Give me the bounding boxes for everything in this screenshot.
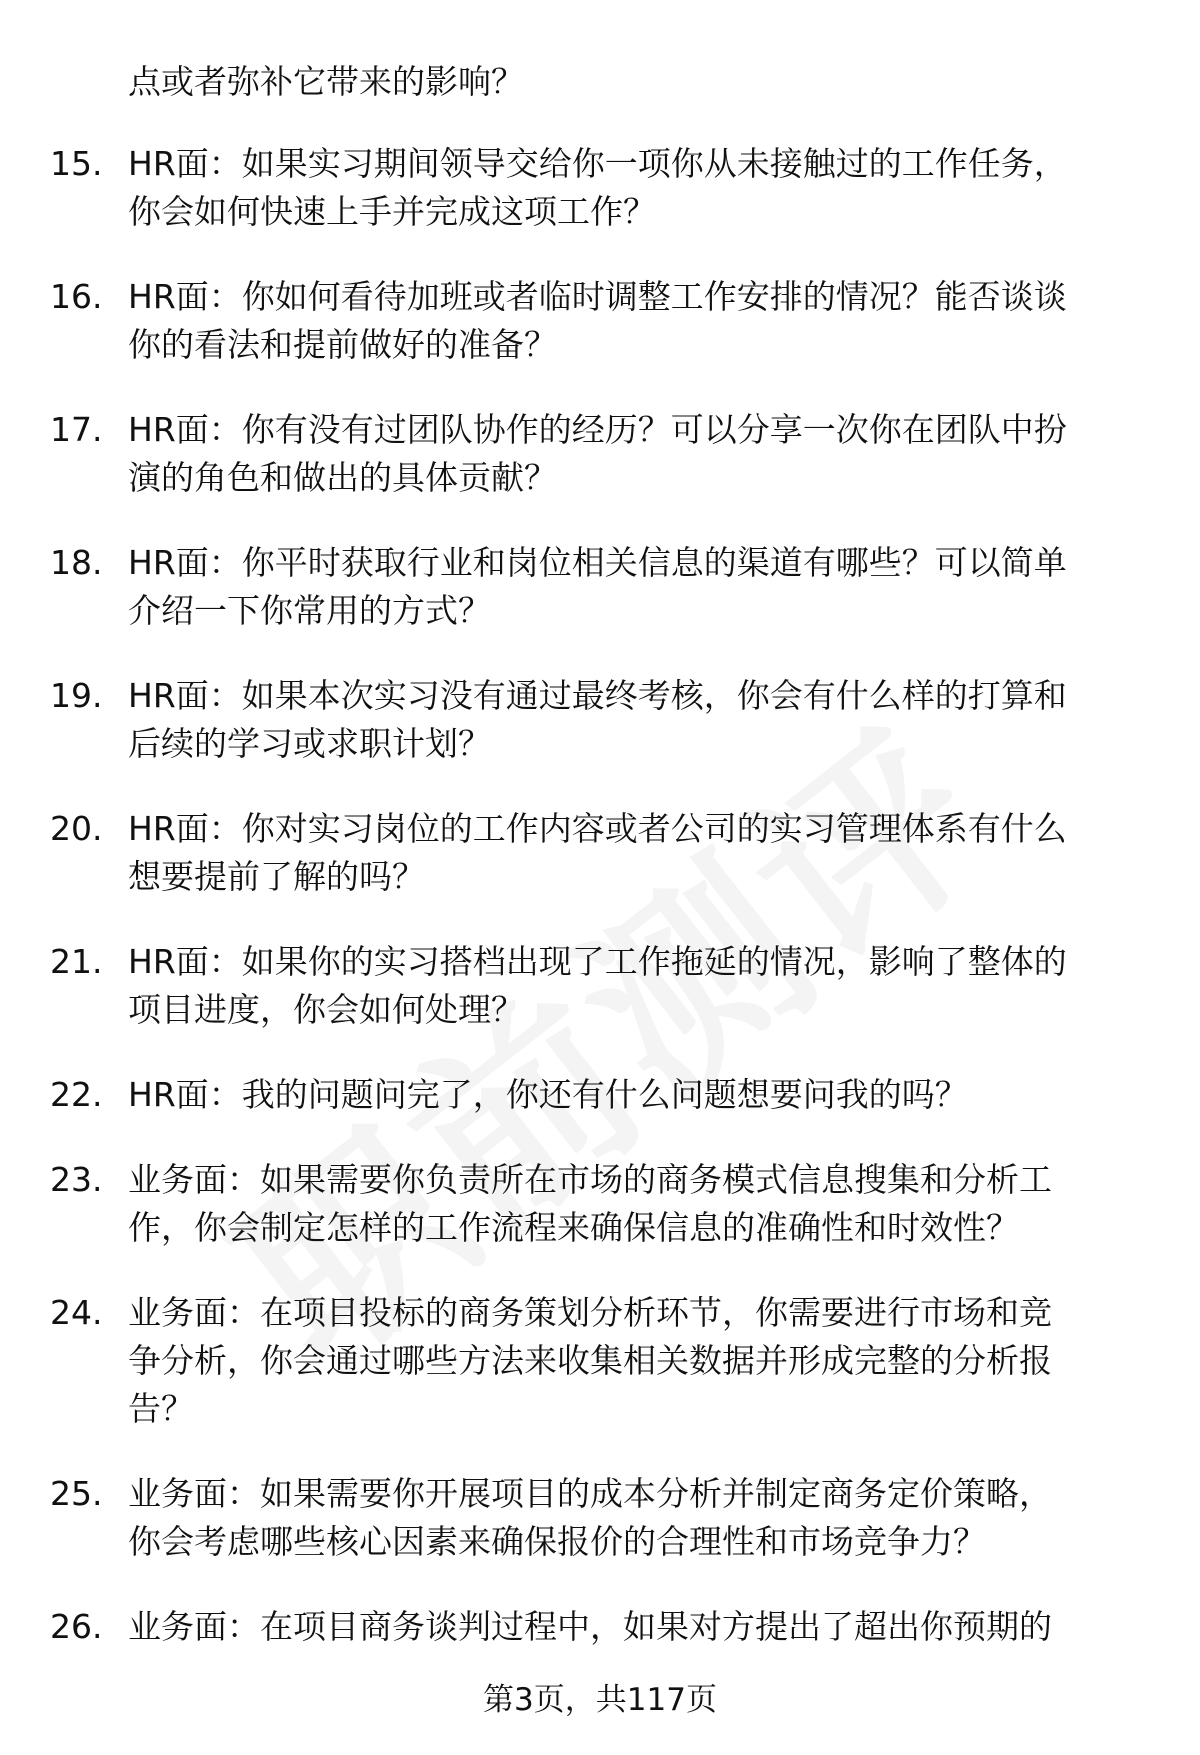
question-text-line: HR面：你平时获取行业和岗位相关信息的渠道有哪些？可以简单 xyxy=(128,543,1067,582)
question-item xyxy=(0,539,1200,635)
question-text-line: 争分析，你会通过哪些方法来收集相关数据并形成完整的分析报 xyxy=(128,1341,1052,1380)
question-list xyxy=(0,140,1200,1688)
question-item xyxy=(0,805,1200,901)
question-text-line: 业务面：在项目商务谈判过程中，如果对方提出了超出你预期的 xyxy=(128,1607,1052,1646)
question-number: 23. xyxy=(50,1160,103,1199)
question-text-line: 后续的学习或求职计划？ xyxy=(128,724,491,763)
question-item xyxy=(0,1156,1200,1252)
question-text-line: 作，你会制定怎样的工作流程来确保信息的准确性和时效性？ xyxy=(128,1208,1019,1247)
question-number: 22. xyxy=(50,1075,103,1114)
question-text-line: 演的角色和做出的具体贡献？ xyxy=(128,458,557,497)
question-text-line: 告？ xyxy=(128,1389,194,1428)
question-number: 21. xyxy=(50,942,103,981)
question-item xyxy=(0,672,1200,768)
question-number: 17. xyxy=(50,410,103,449)
question-number: 16. xyxy=(50,277,103,316)
question-text-line: HR面：你对实习岗位的工作内容或者公司的实习管理体系有什么 xyxy=(128,809,1067,848)
question-item xyxy=(0,1071,1200,1119)
question-item xyxy=(0,938,1200,1034)
question-number: 18. xyxy=(50,543,103,582)
question-text-line: 你会如何快速上手并完成这项工作？ xyxy=(128,192,656,231)
question-text-line: HR面：如果本次实习没有通过最终考核，你会有什么样的打算和 xyxy=(128,676,1067,715)
question-item xyxy=(0,273,1200,369)
question-text xyxy=(128,140,1153,236)
question-text-line: 介绍一下你常用的方式？ xyxy=(128,591,491,630)
question-text xyxy=(128,406,1153,502)
question-text-line: HR面：你有没有过团队协作的经历？可以分享一次你在团队中扮 xyxy=(128,410,1067,449)
question-text-line: 业务面：如果需要你负责所在市场的商务模式信息搜集和分析工 xyxy=(128,1160,1052,1199)
question-text xyxy=(128,1470,1153,1566)
question-number: 19. xyxy=(50,676,103,715)
question-text xyxy=(128,938,1153,1034)
page-footer: 第3页，共117页 xyxy=(483,1682,717,1718)
question-number: 20. xyxy=(50,809,103,848)
question-text-line: 业务面：在项目投标的商务策划分析环节，你需要进行市场和竞 xyxy=(128,1293,1052,1332)
question-text xyxy=(128,805,1153,901)
question-text-line: 业务面：如果需要你开展项目的成本分析并制定商务定价策略， xyxy=(128,1474,1052,1513)
question-text-line: HR面：如果你的实习搭档出现了工作拖延的情况，影响了整体的 xyxy=(128,942,1067,981)
question-text-line: 想要提前了解的吗？ xyxy=(128,857,425,896)
question-item xyxy=(0,1470,1200,1566)
continuation-text: 点或者弥补它带来的影响？ xyxy=(128,62,524,101)
question-text xyxy=(128,672,1153,768)
question-item xyxy=(0,1603,1200,1651)
question-text-line: HR面：你如何看待加班或者临时调整工作安排的情况？能否谈谈 xyxy=(128,277,1067,316)
question-text-line: 你的看法和提前做好的准备？ xyxy=(128,325,557,364)
question-text xyxy=(128,1071,1153,1119)
question-text xyxy=(128,539,1153,635)
question-item xyxy=(0,406,1200,502)
question-text xyxy=(128,1289,1153,1433)
question-text-line: 你会考虑哪些核心因素来确保报价的合理性和市场竞争力？ xyxy=(128,1522,986,1561)
question-number: 24. xyxy=(50,1293,103,1332)
question-number: 15. xyxy=(50,144,103,183)
question-number: 25. xyxy=(50,1474,103,1513)
question-item xyxy=(0,1289,1200,1433)
question-text-line: HR面：如果实习期间领导交给你一项你从未接触过的工作任务， xyxy=(128,144,1067,183)
question-number: 26. xyxy=(50,1607,103,1646)
question-text xyxy=(128,273,1153,369)
question-text-line: 项目进度，你会如何处理？ xyxy=(128,990,524,1029)
question-text-line: HR面：我的问题问完了，你还有什么问题想要问我的吗？ xyxy=(128,1075,968,1114)
question-text xyxy=(128,1156,1153,1252)
question-item xyxy=(0,140,1200,236)
question-text xyxy=(128,1603,1153,1651)
